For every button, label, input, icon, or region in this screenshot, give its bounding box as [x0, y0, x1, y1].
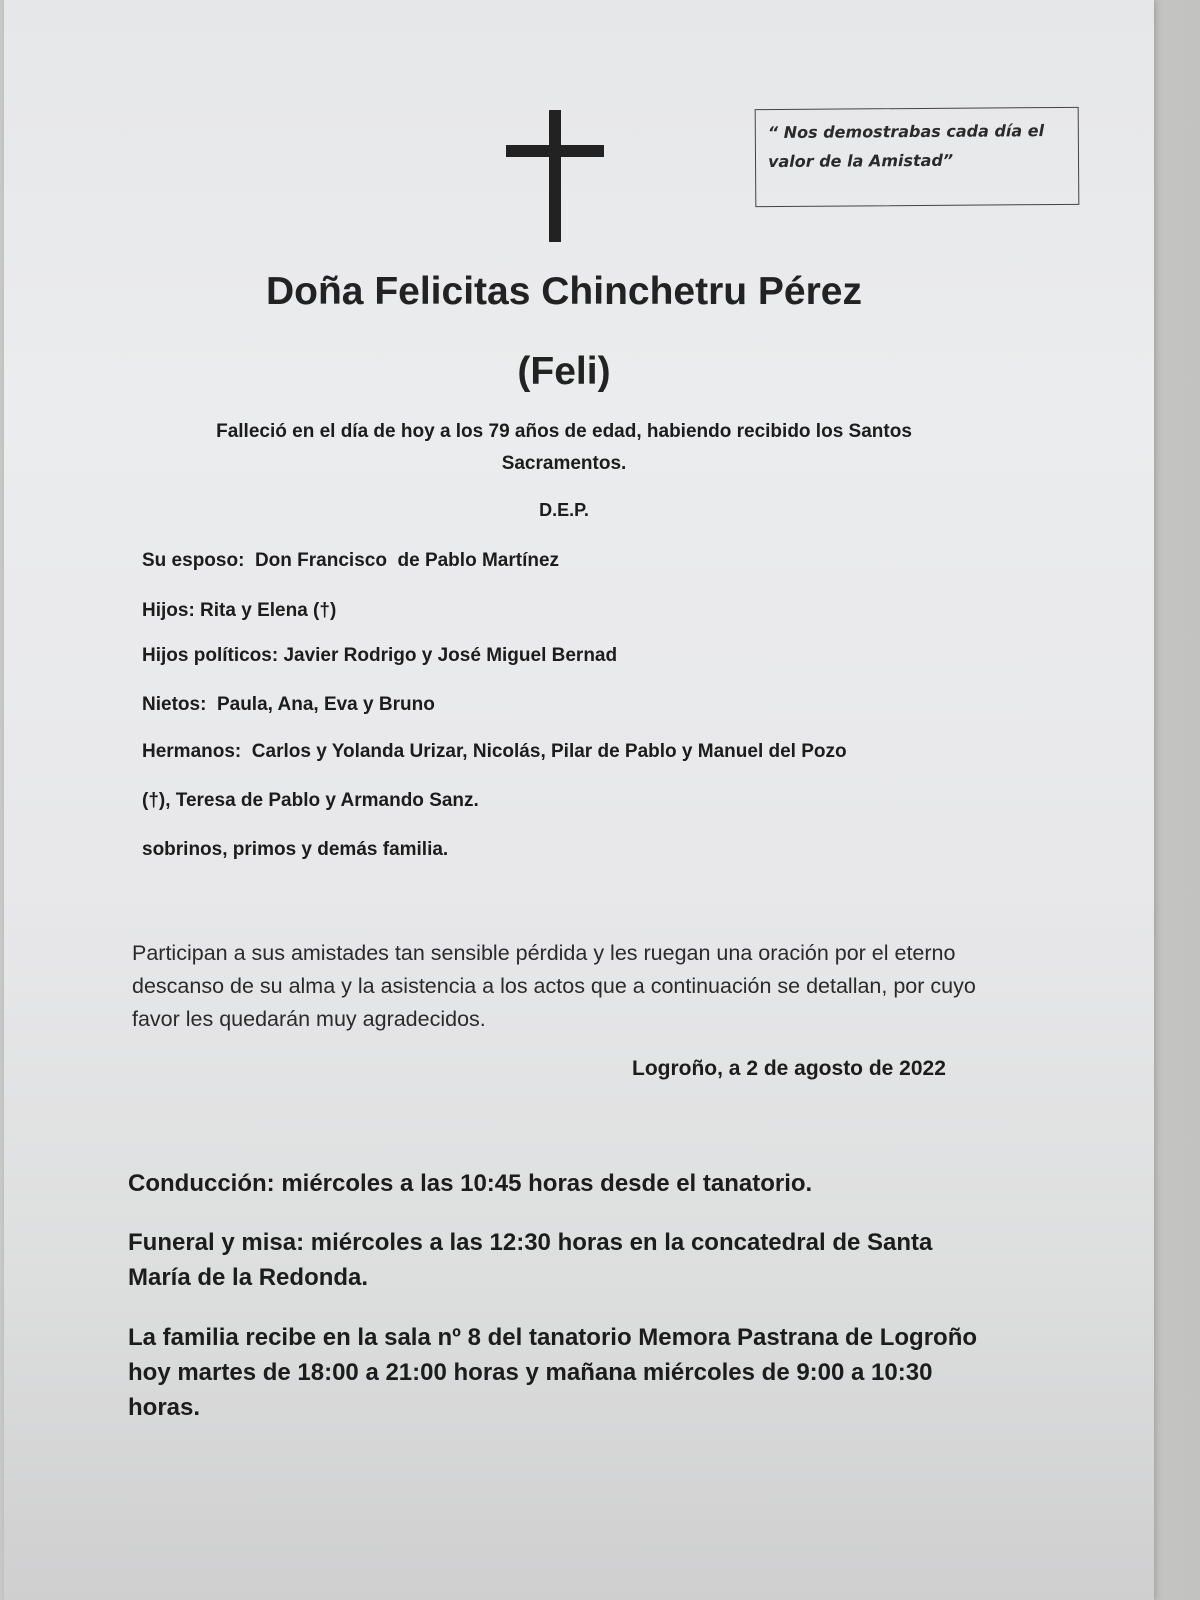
deceased-nickname: (Feli)	[517, 350, 611, 393]
family-grandchildren: Nietos: Paula, Ana, Eva y Bruno	[142, 694, 435, 715]
obituary-sheet	[4, 0, 1154, 1600]
place-date: Logroño, a 2 de agosto de 2022	[632, 1057, 946, 1080]
quote-box	[755, 107, 1080, 207]
act-conduccion: Conducción: miércoles a las 10:45 horas desde el tanatorio.	[128, 1170, 813, 1197]
quote-text: “ Nos demostrabas cada día el valor de la Amistad”	[767, 121, 1045, 172]
invitation-paragraph: Participan a sus amistades tan sensible pérdida y les ruegan una oración por el eterno descanso de su alma y la asistencia a los actos que a continuación se detallan, por cuyo favor les quedarán muy agradecidos.	[132, 941, 976, 1031]
family-spouse: Su esposo: Don Francisco de Pablo Martínez	[142, 550, 560, 571]
cross-icon	[506, 110, 604, 242]
family-others: sobrinos, primos y demás familia.	[142, 839, 449, 860]
family-siblings-line1: Hermanos: Carlos y Yolanda Urizar, Nicolás, Pilar de Pablo y Manuel del Pozo	[142, 741, 847, 762]
family-children: Hijos: Rita y Elena (†)	[142, 600, 337, 621]
family-in-laws: Hijos políticos: Javier Rodrigo y José Miguel Bernad	[142, 645, 618, 666]
death-announcement: Falleció en el día de hoy a los 79 años de edad, habiendo recibido los Santos Sacramentos.	[216, 421, 912, 474]
family-siblings-line2: (†), Teresa de Pablo y Armando Sanz.	[142, 790, 479, 811]
dep-abbreviation: D.E.P.	[539, 500, 589, 520]
act-funeral: Funeral y misa: miércoles a las 12:30 horas en la concatedral de Santa María de la Redonda.	[128, 1229, 933, 1291]
act-family-reception: La familia recibe en la sala nº 8 del tanatorio Memora Pastrana de Logroño hoy martes de 18:00 a 21:00 horas y mañana miércoles de 9:00 a 10:30 horas.	[128, 1324, 978, 1421]
deceased-name: Doña Felicitas Chinchetru Pérez	[266, 270, 862, 313]
